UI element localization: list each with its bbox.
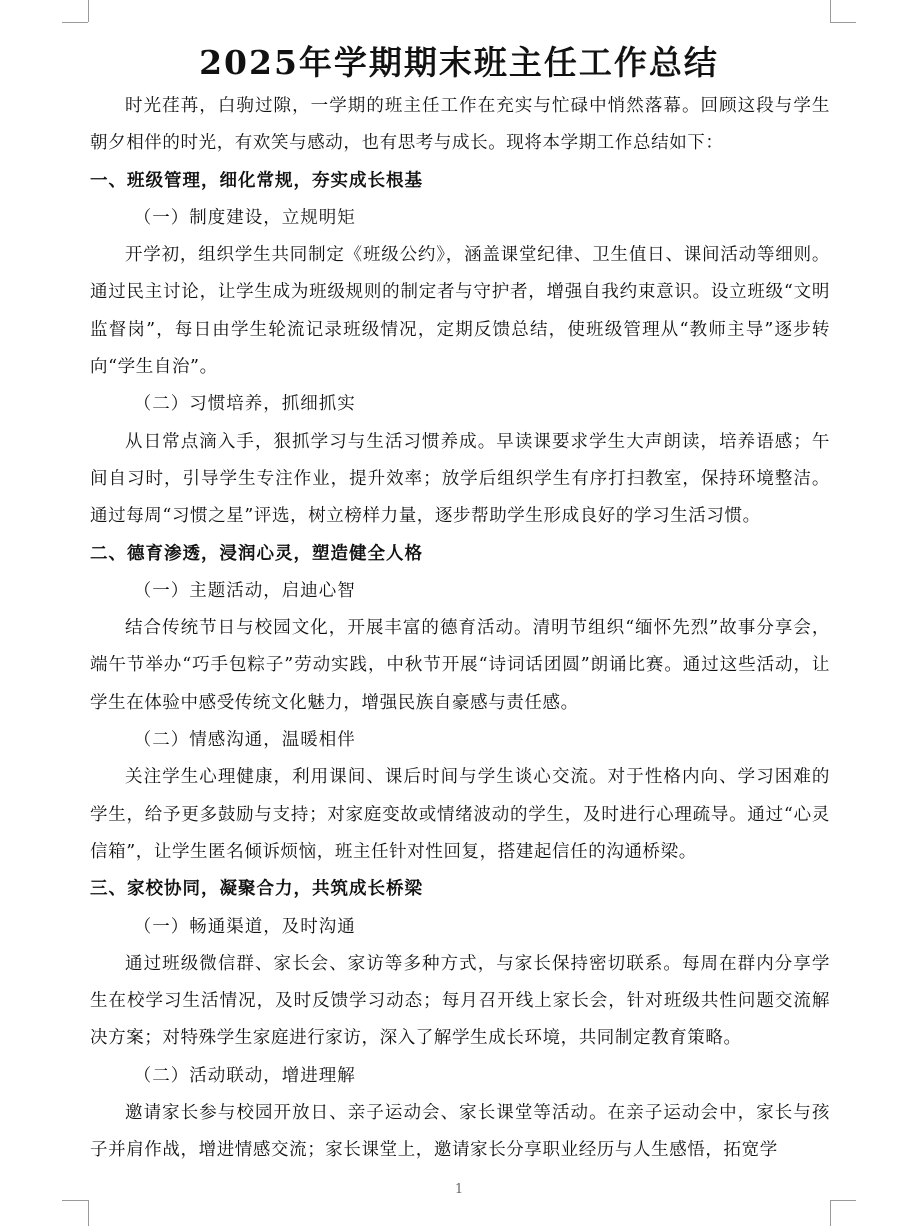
paragraph-2-2: 关注学生心理健康，利用课间、课后时间与学生谈心交流。对于性格内向、学习困难的学生，给予更多鼓励与支持；对家庭变故或情绪波动的学生，及时进行心理疏导。通过“心灵信箱”，让学生匿名倾诉烦恼，班主任针对性回复，搭建起信任的沟通桥梁。: [90, 767, 830, 862]
subsection-heading-2-2: （二）情感沟通，温暖相伴: [133, 730, 356, 751]
page-number: 1: [454, 1182, 464, 1197]
section-heading-3: 三、家校协同，凝聚合力，共筑成长桥梁: [90, 879, 423, 900]
paragraph-1-1: 开学初，组织学生共同制定《班级公约》，涵盖课堂纪律、卫生值日、课间活动等细则。通过民主讨论，让学生成为班级规则的制定者与守护者，增强自我约束意识。设立班级“文明监督岗”，每日由学生轮流记录班级情况，定期反馈总结，使班级管理从“教师主导”逐步转向“学生自治”。: [90, 245, 830, 378]
subsection-heading-1-1: （一）制度建设，立规明矩: [133, 207, 356, 228]
section-heading-2: 二、德育渗透，浸润心灵，塑造健全人格: [90, 543, 423, 564]
crop-mark-bottom-right-h: [830, 1200, 856, 1201]
paragraph-3-2: 邀请家长参与校园开放日、亲子运动会、家长课堂等活动。在亲子运动会中，家长与孩子并肩作战，增进情感交流；家长课堂上，邀请家长分享职业经历与人生感悟，拓宽学: [90, 1103, 830, 1161]
crop-mark-top-right-v: [830, 0, 831, 22]
intro-paragraph: 时光荏苒，白驹过隙，一学期的班主任工作在充实与忙碌中悄然落幕。回顾这段与学生朝夕相伴的时光，有欢笑与感动，也有思考与成长。现将本学期工作总结如下：: [90, 96, 830, 154]
crop-mark-top-left-h: [62, 22, 88, 23]
paragraph-3-1: 通过班级微信群、家长会、家访等多种方式，与家长保持密切联系。每周在群内分享学生在校学习生活情况，及时反馈学习动态；每月召开线上家长会，针对班级共性问题交流解决方案；对特殊学生家庭进行家访，深入了解学生成长环境，共同制定教育策略。: [90, 953, 830, 1049]
subsection-heading-3-2: （二）活动联动，增进理解: [133, 1065, 356, 1086]
crop-mark-top-left-v: [88, 0, 89, 22]
crop-mark-bottom-left-v: [88, 1200, 89, 1226]
crop-mark-bottom-left-h: [62, 1200, 88, 1201]
section-heading-1: 一、班级管理，细化常规，夯实成长根基: [90, 170, 423, 191]
subsection-heading-3-1: （一）畅通渠道，及时沟通: [133, 916, 356, 937]
paragraph-1-2: 从日常点滴入手，狠抓学习与生活习惯养成。早读课要求学生大声朗读，培养语感；午间自习时，引导学生专注作业，提升效率；放学后组织学生有序打扫教室，保持环境整洁。通过每周“习惯之星”评选，树立榜样力量，逐步帮助学生形成良好的学习生活习惯。: [90, 431, 830, 527]
crop-mark-top-right-h: [830, 22, 856, 23]
subsection-heading-2-1: （一）主题活动，启迪心智: [133, 580, 356, 601]
crop-mark-bottom-right-v: [830, 1200, 831, 1226]
document-title: 2025年学期期末班主任工作总结: [199, 43, 719, 82]
subsection-heading-1-2: （二）习惯培养，抓细抓实: [133, 394, 356, 415]
document-body: [90, 88, 830, 1170]
paragraph-2-1: 结合传统节日与校园文化，开展丰富的德育活动。清明节组织“缅怀先烈”故事分享会，端午节举办“巧手包粽子”劳动实践，中秋节开展“诗词话团圆”朗诵比赛。通过这些活动，让学生在体验中感受传统文化魅力，增强民族自豪感与责任感。: [90, 618, 830, 713]
